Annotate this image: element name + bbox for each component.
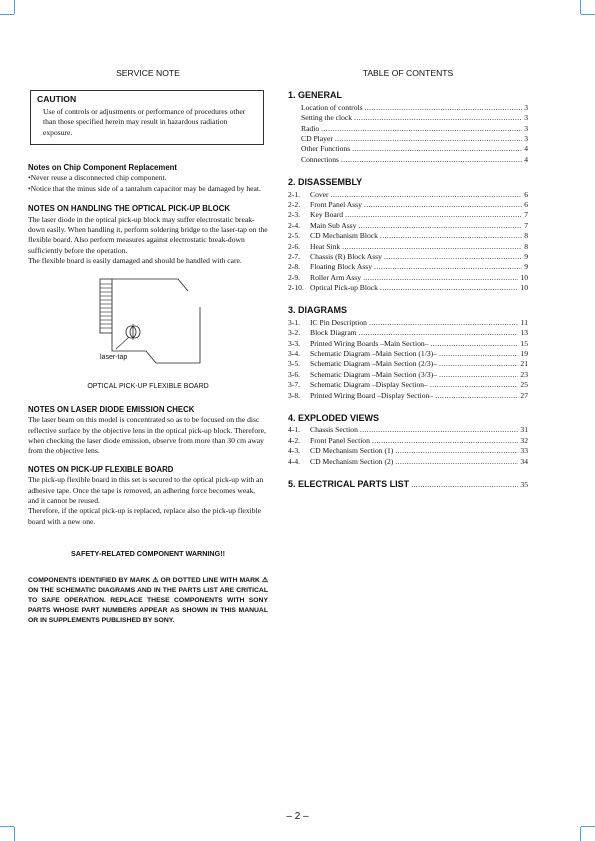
laser-text: The laser beam on this model is concentrated so as to be focused on the disc reflective surface by the objective lens in the optical pick-up block. Therefore, when checking the laser diode emission, observe from more than 30 cm away from the objective lens. [28, 415, 266, 456]
crop-mark-br-v [580, 827, 581, 841]
laser-tap-label: laser-tap [100, 353, 128, 361]
toc-section-electrical-parts-list[interactable]: 5. ELECTRICAL PARTS LIST ..... 35 [288, 479, 528, 489]
toc-entry[interactable]: 4-4. CD Mechanism Section (2) ..... 34 [288, 457, 528, 467]
toc-entry[interactable]: 2-9. Roller Arm Assy ..... 10 [288, 273, 528, 283]
crop-mark-tl-h [0, 14, 14, 15]
flexible-board-drawing [28, 277, 268, 377]
flex-text-1: The pick-up flexible board in this set is secured to the optical pick-up with an adhesive tape. Once the tape is removed, an adhering force becomes weak, and it cannot be reused. [28, 475, 264, 505]
toc-entry[interactable]: 2-6. Heat Sink ..... 8 [288, 242, 528, 252]
toc-section-general [288, 90, 528, 165]
toc-entry[interactable]: 3-8. Printed Wiring Board –Display Section– ..... 27 [288, 391, 528, 401]
toc-entry[interactable]: 4-1. Chassis Section ..... 31 [288, 425, 528, 435]
toc-entry[interactable]: 2-3. Key Board ..... 7 [288, 210, 528, 220]
chip-item-1: •Never reuse a disconnected chip component. [28, 173, 167, 183]
toc-entry[interactable]: 3-5. Schematic Diagram –Main Section (2/3)– ..... 21 [288, 359, 528, 369]
toc-entry[interactable]: Radio ..... 3 [301, 124, 528, 134]
laser-heading: NOTES ON LASER DIODE EMISSION CHECK [28, 404, 195, 414]
toc-entry[interactable]: 2-5. CD Mechanism Block ..... 8 [288, 231, 528, 241]
toc-entry[interactable]: 3-4. Schematic Diagram –Main Section (1/3)– ..... 19 [288, 349, 528, 359]
toc-column [288, 68, 528, 489]
toc-entry[interactable]: 4-2. Front Panel Section ..... 32 [288, 436, 528, 446]
toc-entry[interactable]: 2-4. Main Sub Assy ..... 7 [288, 221, 528, 231]
toc-entry[interactable]: Setting the clock ..... 3 [301, 113, 528, 123]
caution-text: Use of controls or adjustments or performance of procedures other than those specified herein may result in hazardous radiation exposure. [43, 106, 246, 137]
toc-section-diagrams [288, 305, 528, 401]
toc-entry[interactable]: CD Player ..... 3 [301, 134, 528, 144]
warning-text: COMPONENTS IDENTIFIED BY MARK ⚠ OR DOTTED LINE WITH MARK ⚠ ON THE SCHEMATIC DIAGRAMS AND IN THE PARTS LIST ARE CRITICAL TO SAFE OPERATION. REPLACE THESE COMPONENTS WITH SONY PARTS WHOSE PART NUMBERS APPEAR AS SHOWN IN THIS MANUAL OR IN SUPPLEMENTS PUBLISHED BY SONY. [28, 576, 268, 624]
toc-entry[interactable]: Location of controls ..... 3 [301, 103, 528, 113]
service-note-heading: SERVICE NOTE [116, 68, 180, 78]
toc-entry[interactable]: Connections ..... 4 [301, 155, 528, 165]
toc-entry[interactable]: 2-2. Front Panel Assy ..... 6 [288, 200, 528, 210]
toc-entry[interactable]: 2-7. Chassis (R) Block Assy ..... 9 [288, 252, 528, 262]
crop-mark-bl-h [0, 826, 14, 827]
toc-section-title: 5. ELECTRICAL PARTS LIST [288, 478, 410, 489]
toc-section-title: 1. GENERAL [288, 90, 343, 101]
crop-mark-tr-v [580, 0, 581, 14]
flex-heading: NOTES ON PICK-UP FLEXIBLE BOARD [28, 464, 174, 474]
crop-mark-bl-v [14, 827, 15, 841]
toc-section-disassembly [288, 177, 528, 293]
caution-box [30, 90, 264, 145]
toc-entry[interactable]: Other Functions ..... 4 [301, 144, 528, 154]
toc-section-title: 2. DISASSEMBLY [288, 177, 363, 188]
toc-section-title: 4. EXPLODED VIEWS [288, 413, 380, 423]
flex-text-2: Therefore, if the optical pick-up is replaced, replace also the pick-up flexible board with a new one. [28, 506, 261, 526]
optical-heading: NOTES ON HANDLING THE OPTICAL PICK-UP BLOCK [28, 204, 231, 214]
page-number: – 2 – [286, 811, 309, 822]
toc-section-title: 3. DIAGRAMS [288, 305, 348, 316]
toc-entry[interactable]: 2-1. Cover ..... 6 [288, 190, 528, 200]
toc-entry[interactable]: 3-7. Schematic Diagram –Display Section– ..... 25 [288, 380, 528, 390]
crop-mark-tr-h [581, 14, 595, 15]
optical-text-2: The flexible board is easily damaged and should be handled with care. [28, 256, 242, 266]
chip-item-2: •Notice that the minus side of a tantalum capacitor may be damaged by heat. [28, 183, 261, 193]
toc-entry[interactable]: 2-8. Floating Block Assy ..... 9 [288, 262, 528, 272]
toc-entry[interactable]: 3-3. Printed Wiring Boards –Main Section– ..... 15 [288, 339, 528, 349]
crop-mark-br-h [581, 826, 595, 827]
toc-heading: TABLE OF CONTENTS [362, 68, 454, 78]
warning-title: SAFETY-RELATED COMPONENT WARNING!! [71, 549, 225, 559]
crop-mark-tl-v [14, 0, 15, 14]
toc-entry[interactable]: 3-2. Block Diagram ..... 13 [288, 328, 528, 338]
toc-entry[interactable]: 2-10. Optical Pick-up Block ..... 10 [288, 283, 528, 293]
toc-entry[interactable]: 4-3. CD Mechanism Section (1) ..... 33 [288, 446, 528, 456]
service-note-column [28, 68, 268, 626]
caution-title: CAUTION [37, 94, 77, 105]
chip-heading: Notes on Chip Component Replacement [28, 163, 178, 173]
toc-entry[interactable]: 3-1. IC Pin Description ..... 11 [288, 318, 528, 328]
figure-caption: OPTICAL PICK-UP FLEXIBLE BOARD [87, 383, 209, 391]
toc-section-exploded-views [288, 413, 528, 467]
flexible-board-figure [28, 277, 268, 395]
toc-entry[interactable]: 3-6. Schematic Diagram –Main Section (3/3)– ..... 23 [288, 370, 528, 380]
optical-text-1: The laser diode in the optical pick-up block may suffer electrostatic break-down easily. When handling it, perform soldering bridge to the laser-tap on the flexible board. Also perform measures against electrostatic break-down sufficiently before the operation. [28, 214, 268, 255]
